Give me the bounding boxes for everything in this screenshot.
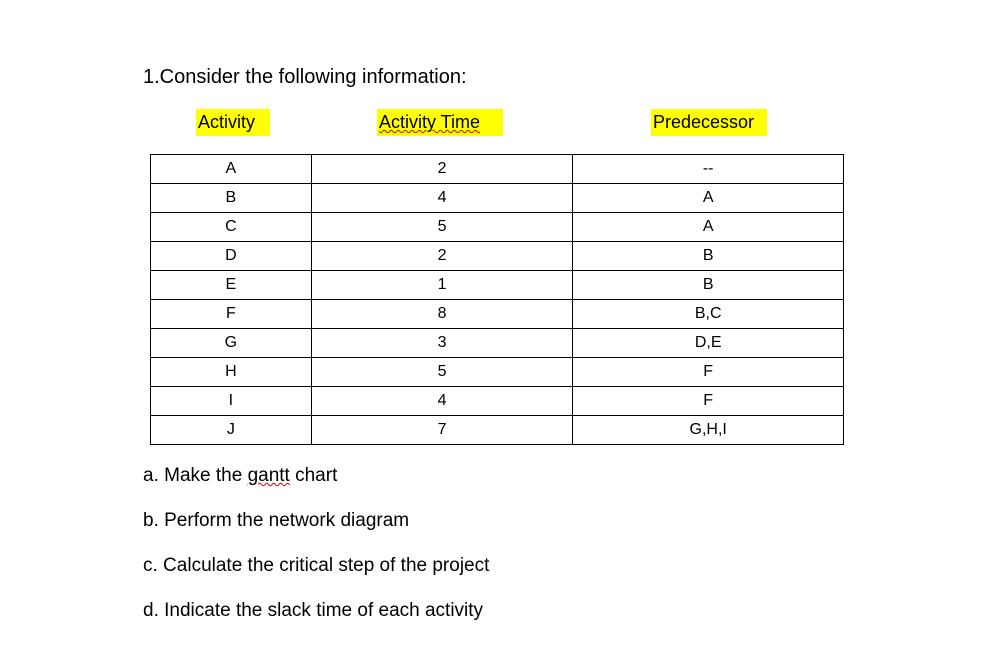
cell-activity: B	[151, 184, 312, 213]
cell-time: 1	[311, 271, 573, 300]
cell-predecessor: G,H,I	[573, 416, 844, 445]
cell-time: 5	[311, 358, 573, 387]
table-row	[151, 387, 844, 416]
cell-time: 4	[311, 387, 573, 416]
cell-activity: D	[151, 242, 312, 271]
question-a-gantt-word: gantt	[247, 465, 290, 486]
cell-activity: C	[151, 213, 312, 242]
cell-activity: I	[151, 387, 312, 416]
question-a-suffix: chart	[289, 465, 338, 486]
table-row	[151, 300, 844, 329]
cell-time: 3	[311, 329, 573, 358]
question-c: c. Calculate the critical step of the project	[143, 555, 490, 576]
cell-predecessor: --	[573, 155, 844, 184]
cell-activity: H	[151, 358, 312, 387]
cell-predecessor: A	[573, 213, 844, 242]
question-a-prefix: a. Make the	[143, 465, 248, 486]
activity-table	[150, 154, 844, 445]
cell-predecessor: A	[573, 184, 844, 213]
cell-time: 5	[311, 213, 573, 242]
cell-activity: E	[151, 271, 312, 300]
cell-time: 2	[311, 242, 573, 271]
table-row	[151, 416, 844, 445]
question-heading: 1.Consider the following information:	[143, 66, 467, 88]
table-row	[151, 184, 844, 213]
cell-predecessor: D,E	[573, 329, 844, 358]
table-row	[151, 242, 844, 271]
question-b: b. Perform the network diagram	[143, 510, 410, 531]
cell-predecessor: B	[573, 242, 844, 271]
cell-activity: G	[151, 329, 312, 358]
question-d: d. Indicate the slack time of each activity	[143, 600, 484, 621]
cell-predecessor: B,C	[573, 300, 844, 329]
cell-predecessor: B	[573, 271, 844, 300]
table-row	[151, 271, 844, 300]
cell-activity: F	[151, 300, 312, 329]
header-activity: Activity	[196, 109, 270, 136]
cell-time: 8	[311, 300, 573, 329]
cell-predecessor: F	[573, 387, 844, 416]
cell-activity: A	[151, 155, 312, 184]
table-row	[151, 155, 844, 184]
header-predecessor: Predecessor	[651, 109, 767, 136]
header-activity-time: Activity Time	[377, 109, 503, 136]
question-a	[143, 465, 337, 487]
cell-time: 4	[311, 184, 573, 213]
table-row	[151, 329, 844, 358]
cell-predecessor: F	[573, 358, 844, 387]
cell-activity: J	[151, 416, 312, 445]
cell-time: 7	[311, 416, 573, 445]
cell-time: 2	[311, 155, 573, 184]
table-row	[151, 358, 844, 387]
table-row	[151, 213, 844, 242]
